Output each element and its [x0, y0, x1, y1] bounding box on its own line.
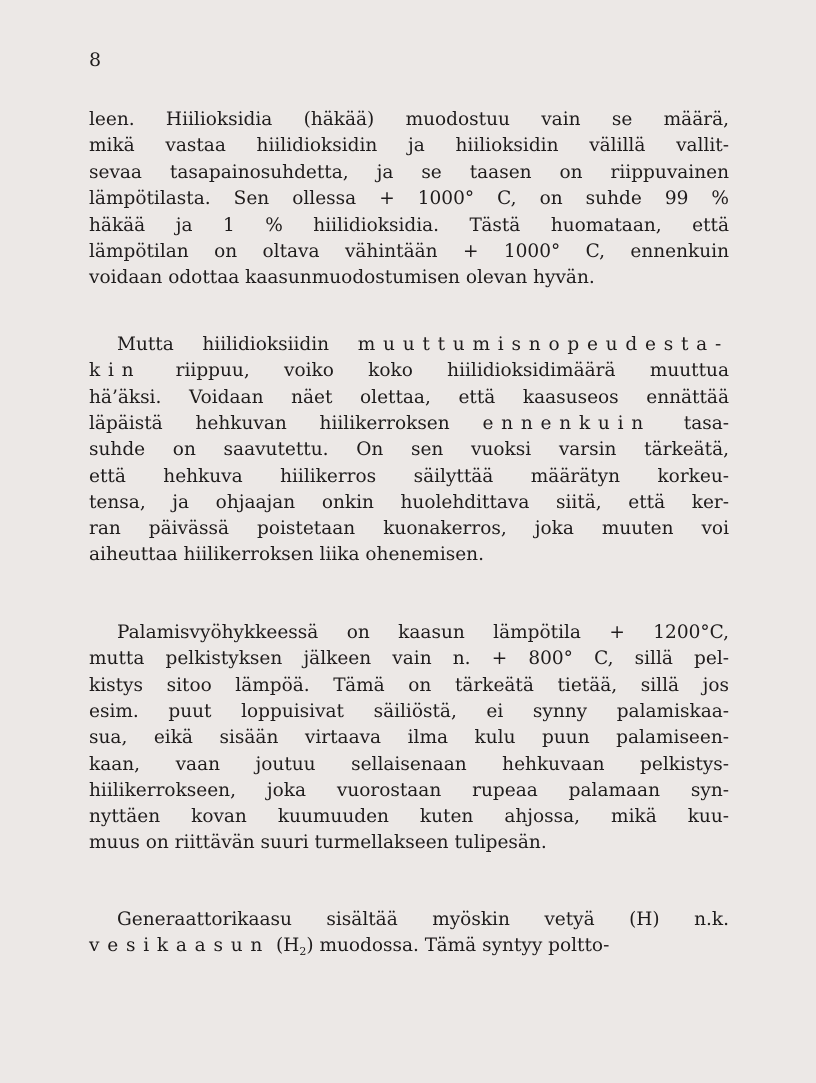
text-run: mikä vastaa hiilidioksidin ja hiilioksidin välillä vallit-	[89, 135, 729, 157]
text-run: häkää ja 1 % hiilidioksidia. Tästä huomataan, että	[89, 214, 729, 236]
text-line	[89, 778, 729, 804]
spaced-emphasis: vesikaasun	[89, 935, 271, 957]
text-run: läpäistä hehkuvan hiilikerroksen	[89, 412, 483, 434]
text-run: sua, eikä sisään virtaava ilma kulu puun palamiseen-	[89, 727, 729, 749]
text-line	[89, 107, 729, 133]
text-run: Mutta hiilidioksiidin	[117, 334, 358, 355]
text-run: (H	[270, 935, 300, 957]
text-line	[89, 752, 729, 778]
text-line	[89, 804, 729, 830]
text-line	[89, 133, 729, 159]
text-run: sevaa tasapainosuhdetta, ja se taasen on riippuvainen	[89, 161, 729, 183]
page-number: 8	[89, 49, 102, 71]
text-run: lämpötilasta. Sen ollessa + 1000° C, on suhde 99 %	[89, 188, 729, 210]
text-line	[89, 699, 729, 725]
text-line	[89, 516, 729, 542]
text-line	[89, 213, 729, 239]
text-run: hiilikerrokseen, joka vuorostaan rupeaa palamaan syn-	[89, 779, 729, 801]
text-run: muus on riittävän suuri turmellakseen tulipesän.	[89, 832, 547, 854]
text-run: riippuu, voiko koko hiilidioksidimäärä muuttua	[141, 360, 729, 382]
text-run: hä’äksi. Voidaan näet olettaa, että kaasuseos ennättää	[89, 386, 729, 408]
text-line	[89, 673, 729, 699]
text-run: ran päivässä poistetaan kuonakerros, joka muuten voi	[89, 518, 729, 540]
text-run: aiheuttaa hiilikerroksen liika ohenemisen.	[89, 544, 484, 566]
text-line	[89, 239, 729, 265]
text-line	[89, 830, 729, 856]
text-line	[117, 907, 729, 933]
text-line	[89, 358, 729, 384]
text-run: tensa, ja ohjaajan onkin huolehdittava siitä, että ker-	[89, 491, 729, 513]
text-line	[89, 160, 729, 186]
text-line	[117, 620, 729, 646]
text-line	[89, 542, 729, 568]
text-run: tasa-	[650, 412, 729, 434]
text-run: nyttäen kovan kuumuuden kuten ahjossa, mikä kuu-	[89, 806, 729, 828]
text-line	[89, 464, 729, 490]
text-line	[89, 265, 729, 291]
text-line	[89, 385, 729, 411]
text-run: voidaan odottaa kaasunmuodostumisen olevan hyvän.	[89, 267, 595, 289]
text-run: kistys sitoo lämpöä. Tämä on tärkeätä tietää, sillä jos	[89, 674, 729, 696]
spaced-emphasis: kin	[89, 360, 142, 382]
spaced-emphasis: ennenkuin	[482, 412, 651, 434]
text-line	[89, 490, 729, 516]
text-line	[117, 332, 729, 358]
text-run: kaan, vaan joutuu sellaisenaan hehkuvaan pelkistys-	[89, 753, 729, 775]
spaced-emphasis: muuttumisnopeudesta-	[357, 334, 729, 355]
text-run: Palamisvyöhykkeessä on kaasun lämpötila + 1200°C,	[117, 622, 729, 643]
text-line	[89, 725, 729, 751]
text-run: mutta pelkistyksen jälkeen vain n. + 800° C, sillä pel-	[89, 648, 729, 670]
text-run: Generaattorikaasu sisältää myöskin vetyä (H) n.k.	[117, 909, 729, 930]
text-run: leen. Hiilioksidia (häkää) muodostuu vain se määrä,	[89, 109, 729, 130]
text-run: että hehkuva hiilikerros säilyttää määrätyn korkeu-	[89, 465, 729, 487]
text-line	[89, 933, 729, 959]
text-run: suhde on saavutettu. On sen vuoksi varsin tärkeätä,	[89, 439, 729, 461]
text-line	[89, 646, 729, 672]
text-line	[89, 186, 729, 212]
text-run: esim. puut loppuisivat säiliöstä, ei synny palamiskaa-	[89, 700, 729, 722]
text-run: lämpötilan on oltava vähintään + 1000° C, ennenkuin	[89, 241, 729, 262]
text-run: ) muodossa. Tämä syntyy poltto-	[306, 935, 610, 957]
text-line	[89, 411, 729, 437]
subscript: 2	[299, 945, 307, 959]
text-line	[89, 437, 729, 463]
